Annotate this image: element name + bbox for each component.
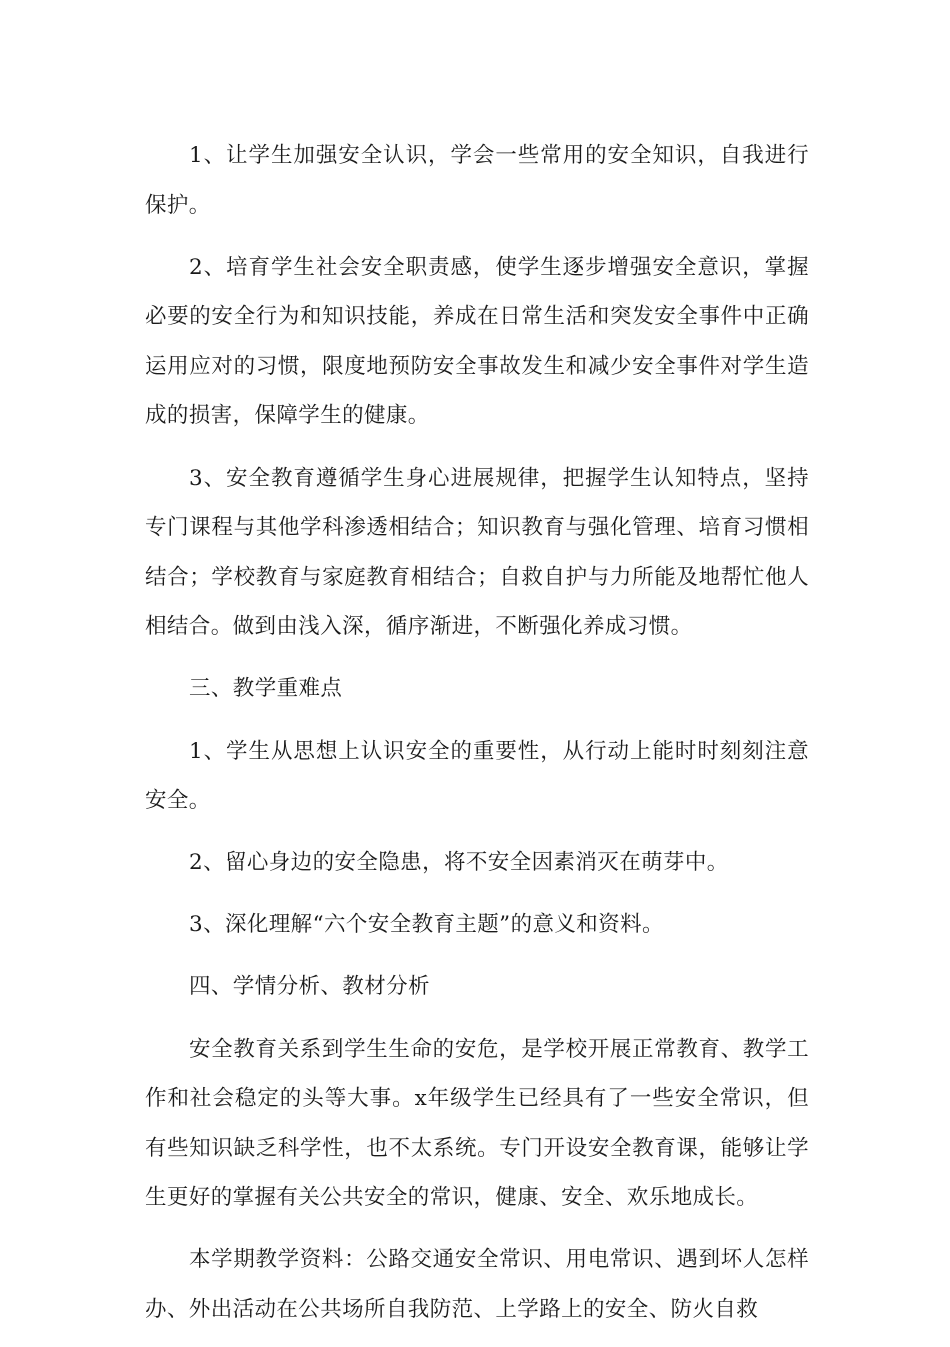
section-heading-analysis: 四、学情分析、教材分析 xyxy=(189,974,430,1000)
key-point-paragraph-3: 3、深化理解“六个安全教育主题”的意义和资料。 xyxy=(189,912,664,938)
document-body xyxy=(145,131,809,1347)
objective-paragraph-1: 1、让学生加强安全认识，学会一些常用的安全知识，自我进行保护。 xyxy=(145,143,809,218)
objective-paragraph-3: 3、安全教育遵循学生身心进展规律，把握学生认知特点，坚持专门课程与其他学科渗透相结合；知识教育与强化管理、培育习惯相结合；学校教育与家庭教育相结合；自救自护与力所能及地帮忙他人相结合。做到由浅入深，循序渐进，不断强化养成习惯。 xyxy=(145,465,809,640)
analysis-paragraph: 安全教育关系到学生生命的安危，是学校开展正常教育、教学工作和社会稳定的头等大事。x年级学生已经具有了一些安全常识，但有些知识缺乏科学性，也不太系统。专门开设安全教育课，能够让学生更好的掌握有关公共安全的常识，健康、安全、欢乐地成长。 xyxy=(145,1036,809,1211)
objective-paragraph-2: 2、培育学生社会安全职责感，使学生逐步增强安全意识，掌握必要的安全行为和知识技能，养成在日常生活和突发安全事件中正确运用应对的习惯，限度地预防安全事故发生和减少安全事件对学生造成的损害，保障学生的健康。 xyxy=(145,254,809,429)
key-point-paragraph-2: 2、留心身边的安全隐患，将不安全因素消灭在萌芽中。 xyxy=(189,850,729,876)
section-heading-key-points: 三、教学重难点 xyxy=(189,676,343,702)
key-point-paragraph-1: 1、学生从思想上认识安全的重要性，从行动上能时时刻刻注意安全。 xyxy=(145,738,809,814)
semester-content-paragraph: 本学期教学资料：公路交通安全常识、用电常识、遇到坏人怎样办、外出活动在公共场所自我防范、上学路上的安全、防火自救 xyxy=(145,1247,809,1322)
